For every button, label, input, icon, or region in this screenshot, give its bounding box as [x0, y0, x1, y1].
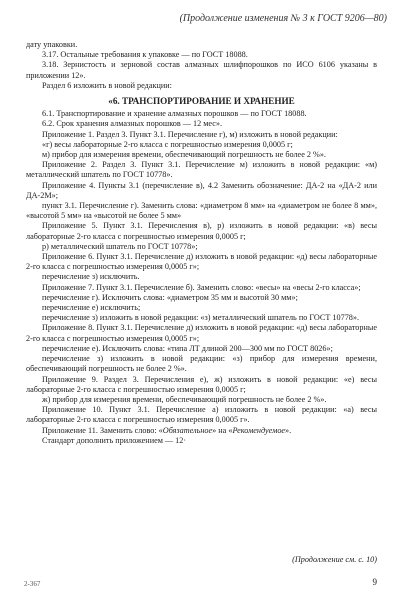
app11-suffix: ». [285, 425, 292, 435]
document-body [26, 40, 377, 446]
paragraph: перечисление е). Исключить слова: «типа ЛТ длиной 200—300 мм по ГОСТ 8026»; [42, 343, 333, 353]
paragraph: м) прибор для измерения времени, обеспечивающий погрешность не более 2 %». [42, 150, 326, 160]
paragraph: Приложение 8. Пункт 3.1. Перечисление д) изложить в новой редакции: «д) весы лабораторные 2-го класса с погрешностью измерения 0,0005 г»; [26, 323, 377, 343]
app11-prefix: Приложение 11. Заменить слово: « [42, 425, 163, 435]
appendix-changes-block [26, 109, 377, 425]
page-number: 9 [372, 577, 377, 587]
paragraph: перечисление з) исключить. [42, 272, 140, 282]
running-header: (Продолжение изменения № 3 к ГОСТ 9206—80) [179, 13, 387, 24]
paragraph: Приложение 4. Пункты 3.1 (перечисление в), 4.2 Заменить обозначение: ДА-2 на «ДА-2 или ДА-2М»; [26, 180, 377, 200]
paragraph: Приложение 10. Пункт 3.1. Перечисление а) изложить в новой редакции: «а) весы лабораторные 2-го класса с погрешностью измерения 0,0005 г». [26, 405, 377, 425]
paragraph: Приложение 9. Раздел 3. Перечисления е), ж) изложить в новой редакции: «е) весы лабораторные 2-го класса с погрешностью измерения 0,0005 г; [26, 374, 377, 394]
paragraph: Приложение 6. Пункт 3.1. Перечисление д) изложить в новой редакции: «д) весы лабораторные 2-го класса с погрешностью измерения 0,0005 г»; [26, 252, 377, 272]
intro-block [26, 40, 377, 91]
paragraph: Приложение 1. Раздел 3. Пункт 3.1. Перечисление г), м) изложить в новой редакции: [42, 129, 338, 139]
section-heading: «6. ТРАНСПОРТИРОВАНИЕ И ХРАНЕНИЕ [108, 96, 295, 107]
app11-word-old: Обязательное [162, 425, 213, 435]
app11-mid: » на « [212, 425, 233, 435]
paragraph: «г) весы лабораторные 2-го класса с погрешностью измерения 0,0005 г; [42, 139, 293, 149]
paragraph: перечисление е) исключить; [42, 303, 141, 313]
paragraph: Приложение 7. Пункт 3.1. Перечисление б). Заменить слово: «весы» на «весы 2-го класса»; [42, 282, 361, 292]
paragraph: р) металлический шпатель по ГОСТ 10778»; [42, 241, 198, 251]
paragraph: 6.1. Транспортирование и хранение алмазных порошков — по ГОСТ 18088. [42, 109, 307, 119]
app11-word-new: Рекомендуемое [232, 425, 286, 435]
paragraph-last: Стандарт дополнить приложением — 12· [42, 435, 187, 445]
paragraph: перечисление з) изложить в новой редакции: «з) металлический шпатель по ГОСТ 10778». [42, 313, 360, 323]
paragraph: перечисление з) изложить в новой редакции: «з) прибор для измерения времени, обеспечивающий погрешность не более 2 %». [26, 354, 377, 374]
print-code: 2-367 [24, 580, 41, 588]
paragraph: 6.2. Срок хранения алмазных порошков — 12 мес». [42, 119, 223, 129]
paragraph: дату упаковки. [26, 40, 78, 49]
paragraph: Приложение 5. Пункт 3.1. Перечисления в), р) изложить в новой редакции: «в) весы лабораторные 2-го класса с погрешностью измерения 0,0005 г; [26, 221, 377, 241]
paragraph: Приложение 2. Раздел 3. Пункт 3.1. Перечисление м) изложить в новой редакции: «м) металлический шпатель по ГОСТ 10778». [26, 160, 377, 180]
paragraph: ж) прибор для измерения времени, обеспечивающий погрешность не более 2 %». [42, 394, 327, 404]
paragraph: перечисление г). Исключить слова: «диаметром 35 мм и высотой 30 мм»; [42, 292, 298, 302]
paragraph: 3.17. Остальные требования к упаковке — по ГОСТ 18088. [42, 50, 248, 60]
paragraph: 3.18. Зернистость и зерновой состав алмазных шлифпорошков по ИСО 6106 указаны в приложении 12». [26, 60, 377, 80]
paragraph: пункт 3.1. Перечисление г). Заменить слова: «диаметром 8 мм» на «диаметром не более 8 мм», «высотой 5 мм» на «высотой не более 5 мм» [26, 201, 377, 221]
paragraph-appendix-11 [26, 426, 377, 436]
paragraph: Раздел 6 изложить в новой редакции: [42, 80, 172, 90]
continuation-note: (Продолжение см. с. 10) [292, 555, 377, 564]
